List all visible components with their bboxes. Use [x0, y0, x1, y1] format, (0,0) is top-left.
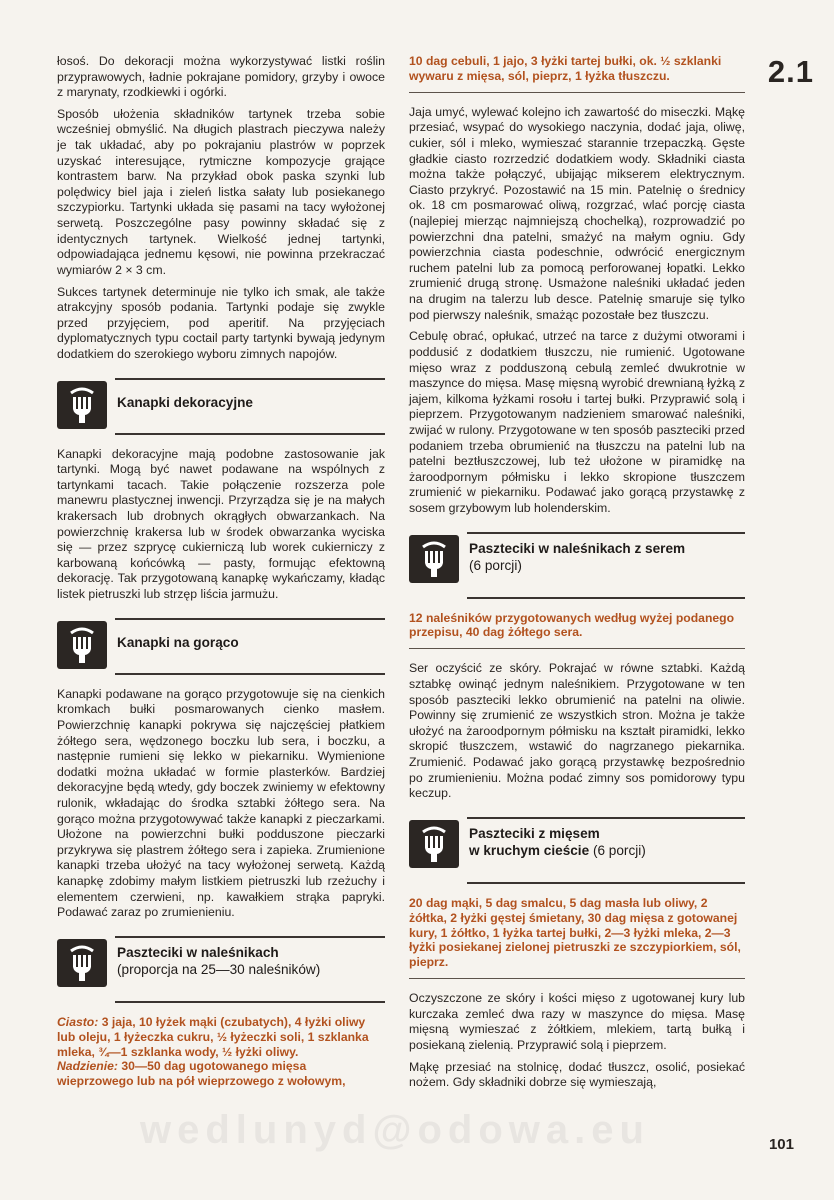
paragraph: łosoś. Do dekoracji można wykorzystywać listki roślin przyprawowych, ładnie pokrajane pomidory, grzyby i owoce z marynaty, rzodkiewki i ogórki.: [57, 54, 385, 100]
header-rule: [467, 597, 745, 599]
recipe-portion: (6 porcji): [592, 842, 646, 858]
recipe-title: Kanapki na gorąco: [117, 634, 239, 650]
fork-icon: [57, 939, 107, 987]
ingredients: [57, 1015, 385, 1089]
ingredients: 12 naleśników przygotowanych według wyżej podanego przepisu, 40 dag żółtego sera.: [409, 610, 735, 640]
header-rule: [115, 1001, 385, 1003]
header-rule: [115, 378, 385, 380]
recipe-title-text: Paszteciki w naleśnikach: [117, 944, 279, 960]
paragraph: Jaja umyć, wylewać kolejno ich zawartość do miseczki. Mąkę przesiać, wsypać do wysokiego naczynia, dodać jaja, oliwę, cukier, sól i mleko, wymieszać starannie trzepaczką. Gęste gładkie ciasto rozrzedzić dodatkiem wody. Składniki ciasta można także połączyć, ubijając mikserem elektrycznym. Ciasto przykryć. Pozostawić na 15 min. Patelnię o średnicy ok. 18 cm posmarować oliwą, rozgrzać, wlać porcję ciasta (najlepiej mierząc najmniejszą chochelką), rozprowadzić po powierzchni dna patelni, smażyć na małym ogniu. Gdy powierzchnia ciasta podeschnie, odwrócić energicznym ruchem patelni lub za pomocą perforowanej łopatki. Lekko zrumienić drugą stronę. Usmażone naleśniki układać jeden na drugim na talerzu lub desce. Patelnię smaruje się tylko pod pierwszy naleśnik, smażąc pozostałe bez tłuszczu.: [409, 104, 745, 322]
page-number: 101: [768, 1136, 794, 1153]
recipe-header-paszteciki-w-nalesnikach: [57, 935, 385, 1003]
fork-icon: [57, 381, 107, 429]
header-rule: [115, 433, 385, 435]
watermark: wedlunyd@odowa.eu: [140, 1108, 650, 1152]
ingredients-label: Nadzienie:: [57, 1059, 118, 1074]
fork-icon: [57, 621, 107, 669]
paragraph: Sukces tartynek determinuje nie tylko ich smak, ale także atrakcyjny sposób podania. Tartynki podaje się zwykle przed przyjęciem, pod aperitif. Na przyjęciach dyplomatycznych typu coctail party tartynki bywają jedynym dodatkiem do szerokiego wyboru zimnych napojów.: [57, 284, 385, 361]
recipe-title: [117, 945, 320, 979]
right-column: [409, 54, 745, 1097]
divider: [409, 648, 745, 649]
recipe-header-paszteciki-z-serem: [409, 531, 745, 599]
fork-icon: [409, 820, 459, 868]
divider: [409, 978, 745, 979]
recipe-title-text: Paszteciki z mięsem: [469, 825, 600, 841]
paragraph: Ser oczyścić ze skóry. Pokrajać w równe sztabki. Każdą sztabkę owinąć jednym naleśnikiem. Przygotowane w ten sposób paszteciki lekko obrumienić na patelni na oliwie. Powinny się zrumienić ze wszystkich stron. Można je także ułożyć na żaroodpornym półmisku na kształt piramidki, lekko skropić tłuszczem, wstawić do nagrzanego piekarnika. Zrumienić. Podawać jako gorącą przystawkę bezpośrednio po zrumienieniu. Można podać zimny sos pomidorowy typu keczup.: [409, 661, 745, 801]
ingredients-text: 3 jaja, 10 łyżek mąki (czubatych), 4 łyżki oliwy lub oleju, 1 łyżeczka cukru, ½ łyżeczki soli, 1 szklanka mleka, ¾—1 szklanka wody, ½ łyżki oliwy.: [57, 1014, 369, 1059]
ingredients: 20 dag mąki, 5 dag smalcu, 5 dag masła lub oliwy, 2 żółtka, 2 łyżki gęstej śmietany, 30 dag mięsa z gotowanej kury, 1 żółtko, 1 łyżka tartej bułki, 2—3 łyżki mleka, 2—3 łyżki posiekanej zielonej pietruszki ze szczypiorkiem, sól, pieprz.: [409, 895, 741, 970]
paragraph: Kanapki podawane na gorąco przygotowuje się na cienkich kromkach bułki posmarowanych cienko masłem. Powierzchnię kanapki pokrywa się najczęściej płatkiem żółtego sera, wędzonego boczku lub sera, i boczku, a następnie rumieni się lekko w piekarniku. Wymienione dodatki można układać w formie plasterków. Bardziej dekoracyjne będą wtedy, gdy boczek zwiniemy w efektowny rulonik, wkładając do środka sztabki żółtego sera. Na gorąco można przygotowywać także kanapki z pieczarkami. Ułożone na powierzchni bułki podduszone pieczarki przykrywa się plastrem żółtego sera i zapieka. Zrumienione kanapki trzeba ułożyć na tacy wyłożonej serwetą. Każdą kanapkę zdobimy małym listkiem pietruszki lub rzeżuchy i elementem czerwieni, np. kawałkiem strąka papryki. Podawać zaraz po zrumienieniu.: [57, 686, 385, 920]
divider: [409, 92, 745, 93]
recipe-portion: (6 porcji): [469, 557, 522, 573]
header-rule: [115, 936, 385, 938]
left-column: [57, 54, 385, 1097]
header-rule: [467, 817, 745, 819]
paragraph: Sposób ułożenia składników tartynek trzeba sobie wcześniej obmyślić. Na długich plastrach pieczywa należy je tak układać, aby po pokrajaniu plastrów w poprzek uzyskać interesujące, rytmiczne kompozycje grające kontrastem barw. Na przykład obok paska szynki lub polędwicy biel jaja i zieleń listka sałaty lub posiekanego szczypiorku. Tartynki układa się pasami na tacy wyłożonej serwetą. Poszczególne pasy powinny składać się z identycznych tartynek. Wielkość jednej tartynki, odpowiadająca jednemu kęsowi, nie powinna przekraczać wymiarów 2 × 3 cm.: [57, 106, 385, 277]
recipe-title-text: w kruchym cieście: [469, 842, 590, 858]
recipe-portion: (proporcja na 25—30 naleśników): [117, 961, 321, 977]
ingredients-label: Ciasto:: [57, 1014, 99, 1029]
header-rule: [115, 618, 385, 620]
header-rule: [467, 532, 745, 534]
recipe-title-text: Paszteciki w naleśnikach z serem: [469, 540, 686, 556]
recipe-header-kanapki-dekoracyjne: [57, 377, 385, 435]
ingredients-text: 30—50 dag ugotowanego mięsa wieprzowego lub na pół wieprzowego z wołowym,: [57, 1059, 346, 1089]
header-rule: [467, 882, 745, 884]
paragraph: Kanapki dekoracyjne mają podobne zastosowanie jak tartynki. Mogą być nawet podawane na wspólnych z tartynkami tacach. Takie połączenie rozszerza pole manewru plastycznej inwencji. Przyrządza się je na małych krakersach lub drobnych okrągłych obwarzankach. Na powierzchnię krakersa lub w środek obwarzanka wyciska się — przez szprycę cukierniczą lub worek cukierniczy z karbowaną końcówką — pasty, formując efektowną dekorację. Tak przygotowaną kanapkę wykańczamy, kładąc listek pietruszki lub strzęp liścia jarmużu.: [57, 446, 385, 602]
recipe-title: Kanapki dekoracyjne: [117, 394, 253, 410]
recipe-title: [469, 826, 646, 860]
recipe-header-paszteciki-z-miesem: [409, 816, 745, 884]
paragraph: Cebulę obrać, opłukać, utrzeć na tarce z dużymi otworami i poddusić z dodatkiem tłuszczu, nie rumienić. Ugotowane mięso wraz z podduszoną cebulą zemleć dwukrotnie w maszynce do mięsa. Masę mięsną wyrobić drewnianą łyżką z jajem, kilkoma łyżkami rosołu i tartej bułki. Przyprawić solą i pieprzem. Przygotowanym nadzieniem smarować naleśniki, zwijać w rulony. Przygotowane w ten sposób paszteciki przed podaniem trzeba obrumienić na tłuszczu na patelni lub na patelni beztłuszczowej, lub też ułożone w piramidkę na żaroodpornym półmisku i lekko skropione tłuszczem zrumienić w piekarniku. Podawać jako gorącą przystawkę z sosem grzybowym lub holenderskim.: [409, 329, 745, 515]
header-rule: [115, 673, 385, 675]
fork-icon: [409, 535, 459, 583]
ingredients: 10 dag cebuli, 1 jajo, 3 łyżki tartej bułki, ok. ½ szklanki wywaru z mięsa, sól, pieprz, 1 łyżka tłuszczu.: [409, 54, 722, 83]
chapter-number: 2.1: [767, 54, 814, 89]
recipe-header-kanapki-na-goraco: [57, 617, 385, 675]
recipe-title: [469, 541, 685, 575]
paragraph: Oczyszczone ze skóry i kości mięso z ugotowanej kury lub kurczaka zemleć dwa razy w maszynce do mięsa. Masę mięsną wymieszać z żółtkiem, mlekiem, tartą bułką i posiekaną zielenią. Przyprawić solą i pieprzem.: [409, 991, 745, 1053]
paragraph: Mąkę przesiać na stolnicę, dodać tłuszcz, osolić, posiekać nożem. Gdy składniki dobrze się wymieszają,: [409, 1059, 745, 1090]
